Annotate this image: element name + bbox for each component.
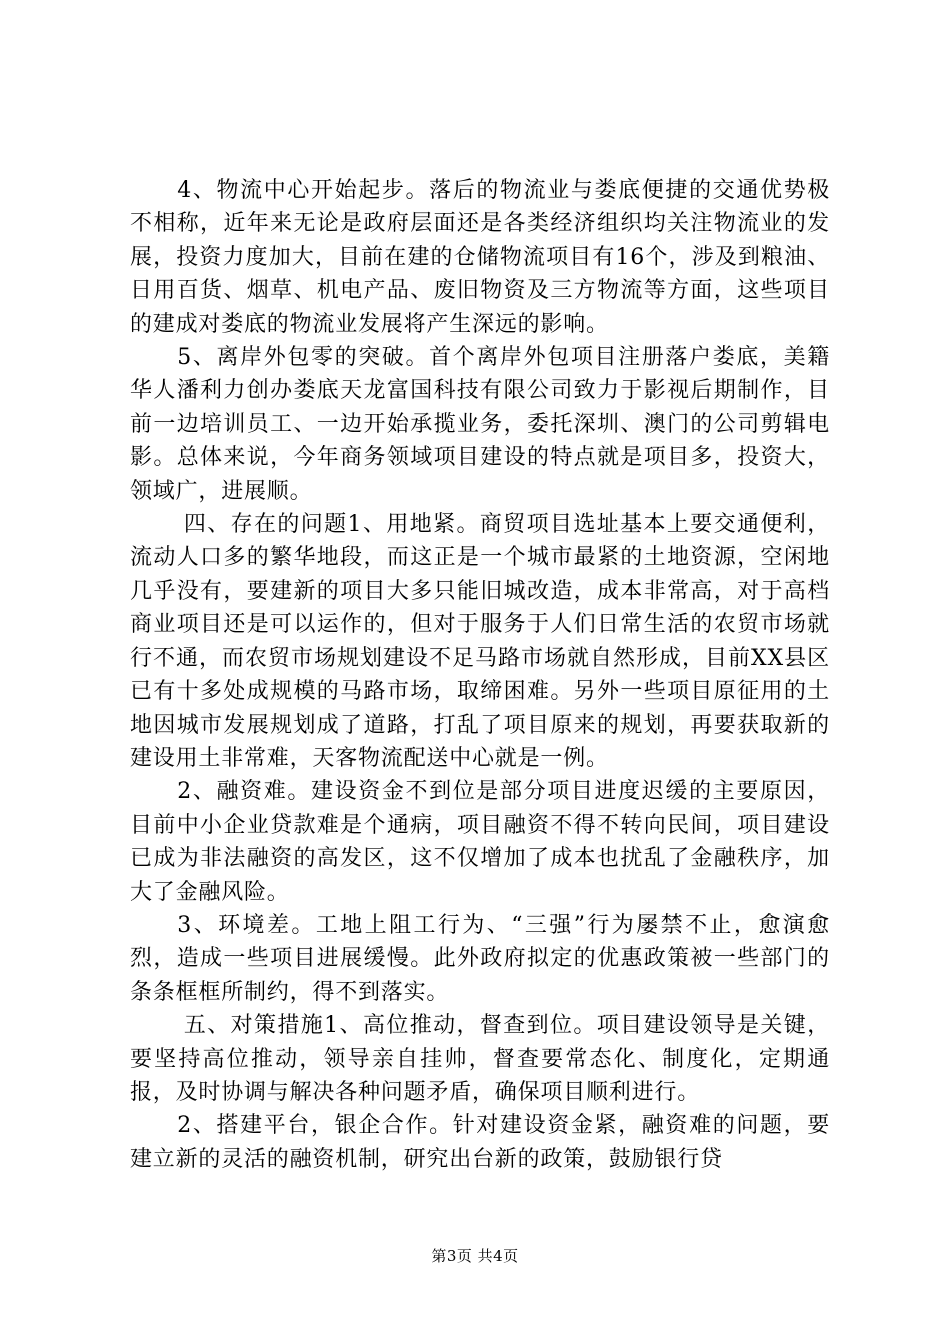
paragraph-3: 四、存在的问题1、用地紧。商贸项目选址基本上要交通便利，流动人口多的繁华地段，而这正是一个城市最紧的土地资源，空闲地几乎没有，要建新的项目大多只能旧城改造，成本非常高，对于高档商业项目还是可以运作的，但对于服务于人们日常生活的农贸市场就行不通，而农贸市场规划建设不足马路市场就自然形成，目前XX县区已有十多处成规模的马路市场，取缔困难。另外一些项目原征用的土地因城市发展规划成了道路，打乱了项目原来的规划，再要获取新的建设用土非常难，天客物流配送中心就是一例。: [130, 512, 830, 771]
document-body: [130, 174, 830, 1176]
paragraph-1: 4、物流中心开始起步。落后的物流业与娄底便捷的交通优势极不相称，近年来无论是政府层面还是各类经济组织均关注物流业的发展，投资力度加大，目前在建的仓储物流项目有16个，涉及到粮油、日用百货、烟草、机电产品、废旧物资及三方物流等方面，这些项目的建成对娄底的物流业发展将产生深远的影响。: [130, 178, 830, 337]
paragraph-6: 五、对策措施1、高位推动，督查到位。项目建设领导是关键，要坚持高位推动，领导亲自挂帅，督查要常态化、制度化，定期通报，及时协调与解决各种问题矛盾，确保项目顺利进行。: [130, 1013, 830, 1105]
page-number-footer: 第3页 共4页: [431, 1247, 519, 1265]
paragraph-7: 2、搭建平台，银企合作。针对建设资金紧，融资难的问题，要建立新的灵活的融资机制，研究出台新的政策，鼓励银行贷: [130, 1113, 830, 1172]
paragraph-2: 5、离岸外包零的突破。首个离岸外包项目注册落户娄底，美籍华人潘利力创办娄底天龙富国科技有限公司致力于影视后期制作，目前一边培训员工、一边开始承揽业务，委托深圳、澳门的公司剪辑电影。总体来说，今年商务领域项目建设的特点就是项目多，投资大，领域广，进展顺。: [130, 345, 830, 504]
paragraph-5: 3、环境差。工地上阻工行为、“三强”行为屡禁不止，愈演愈烈，造成一些项目进展缓慢。此外政府拟定的优惠政策被一些部门的条条框框所制约，得不到落实。: [130, 912, 830, 1005]
paragraph-4: 2、融资难。建设资金不到位是部分项目进度迟缓的主要原因，目前中小企业贷款难是个通病，项目融资不得不转向民间，项目建设已成为非法融资的高发区，这不仅增加了成本也扰乱了金融秩序，加大了金融风险。: [130, 779, 830, 905]
